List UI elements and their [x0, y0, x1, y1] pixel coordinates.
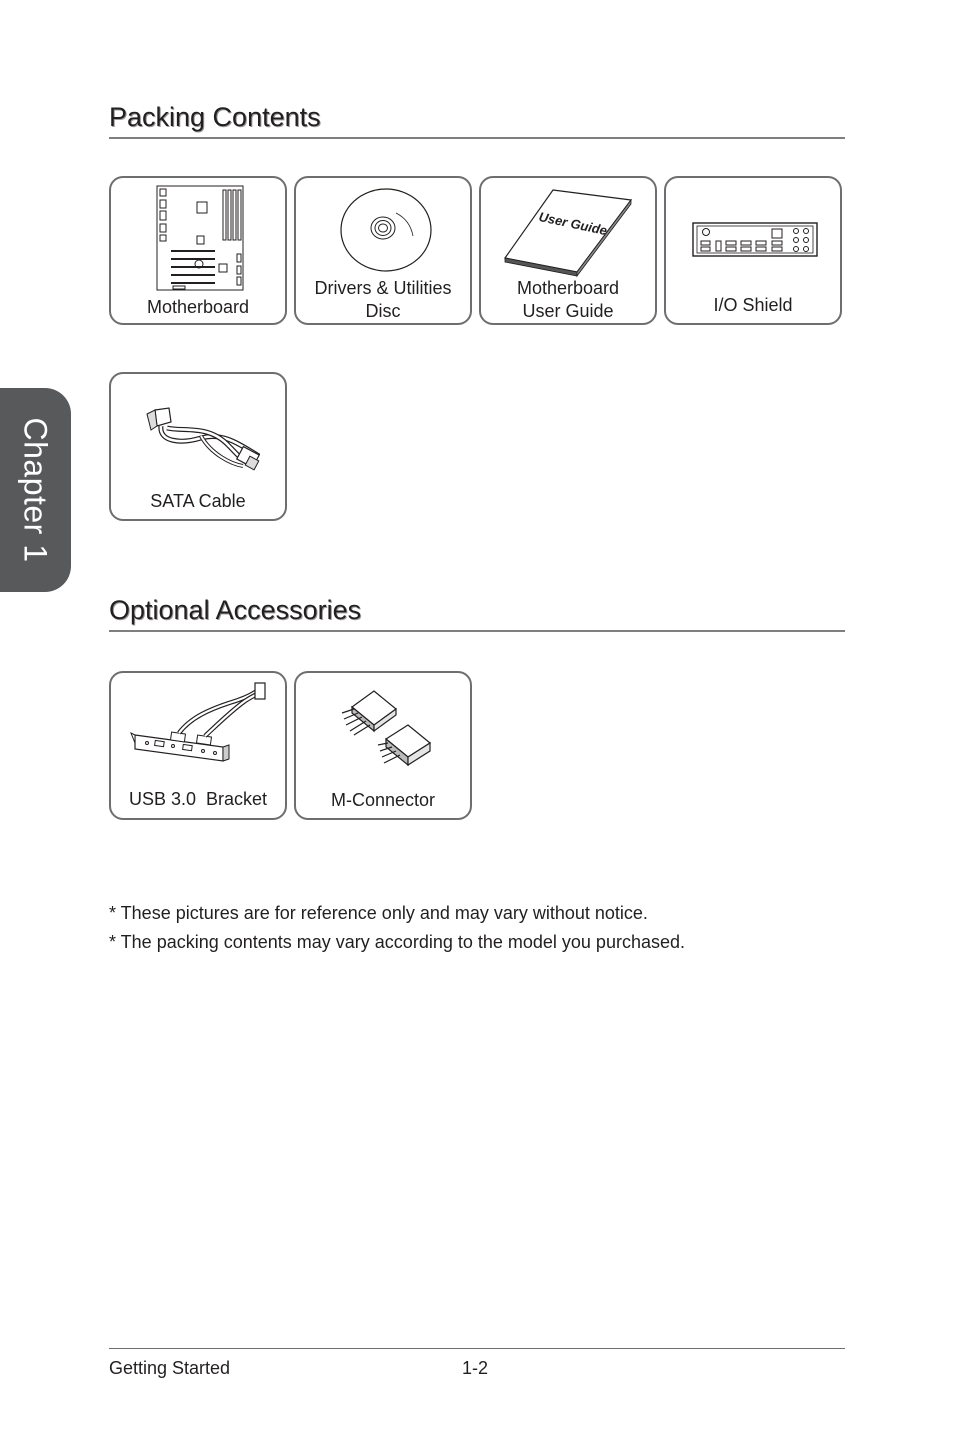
item-card-usb-bracket [109, 671, 287, 820]
item-card-m-connector [294, 671, 472, 820]
item-card-motherboard [109, 176, 287, 325]
footer-rule [109, 1348, 845, 1349]
item-label: Motherboard User Guide [516, 278, 620, 321]
item-card-sata-cable [109, 372, 287, 521]
chapter-tab-label: Chapter 1 [17, 417, 54, 563]
section-rule [109, 630, 845, 632]
item-label: Drivers & Utilities Disc [314, 278, 452, 321]
item-card-io-shield [664, 176, 842, 325]
item-label: SATA Cable [150, 491, 246, 511]
footer-section: Getting Started [109, 1358, 231, 1378]
note-model-vary: * The packing contents may vary according to the model you purchased. [109, 932, 685, 952]
item-label: I/O Shield [713, 295, 793, 315]
section-title-packing-contents: Packing Contents [109, 102, 321, 132]
section-rule [109, 137, 845, 139]
page-number: 1-2 [462, 1358, 489, 1378]
user-guide-cover-text: User Guide [537, 209, 609, 239]
chapter-tab [0, 388, 71, 592]
note-reference-only: * These pictures are for reference only and may vary without notice. [109, 903, 648, 923]
item-label: USB 3.0 Bracket [128, 789, 268, 809]
item-label: M-Connector [330, 790, 436, 810]
section-title-optional-accessories: Optional Accessories [109, 595, 362, 625]
item-label: Motherboard [146, 297, 250, 317]
item-card-drivers-disc [294, 176, 472, 325]
item-card-user-guide [479, 176, 657, 325]
